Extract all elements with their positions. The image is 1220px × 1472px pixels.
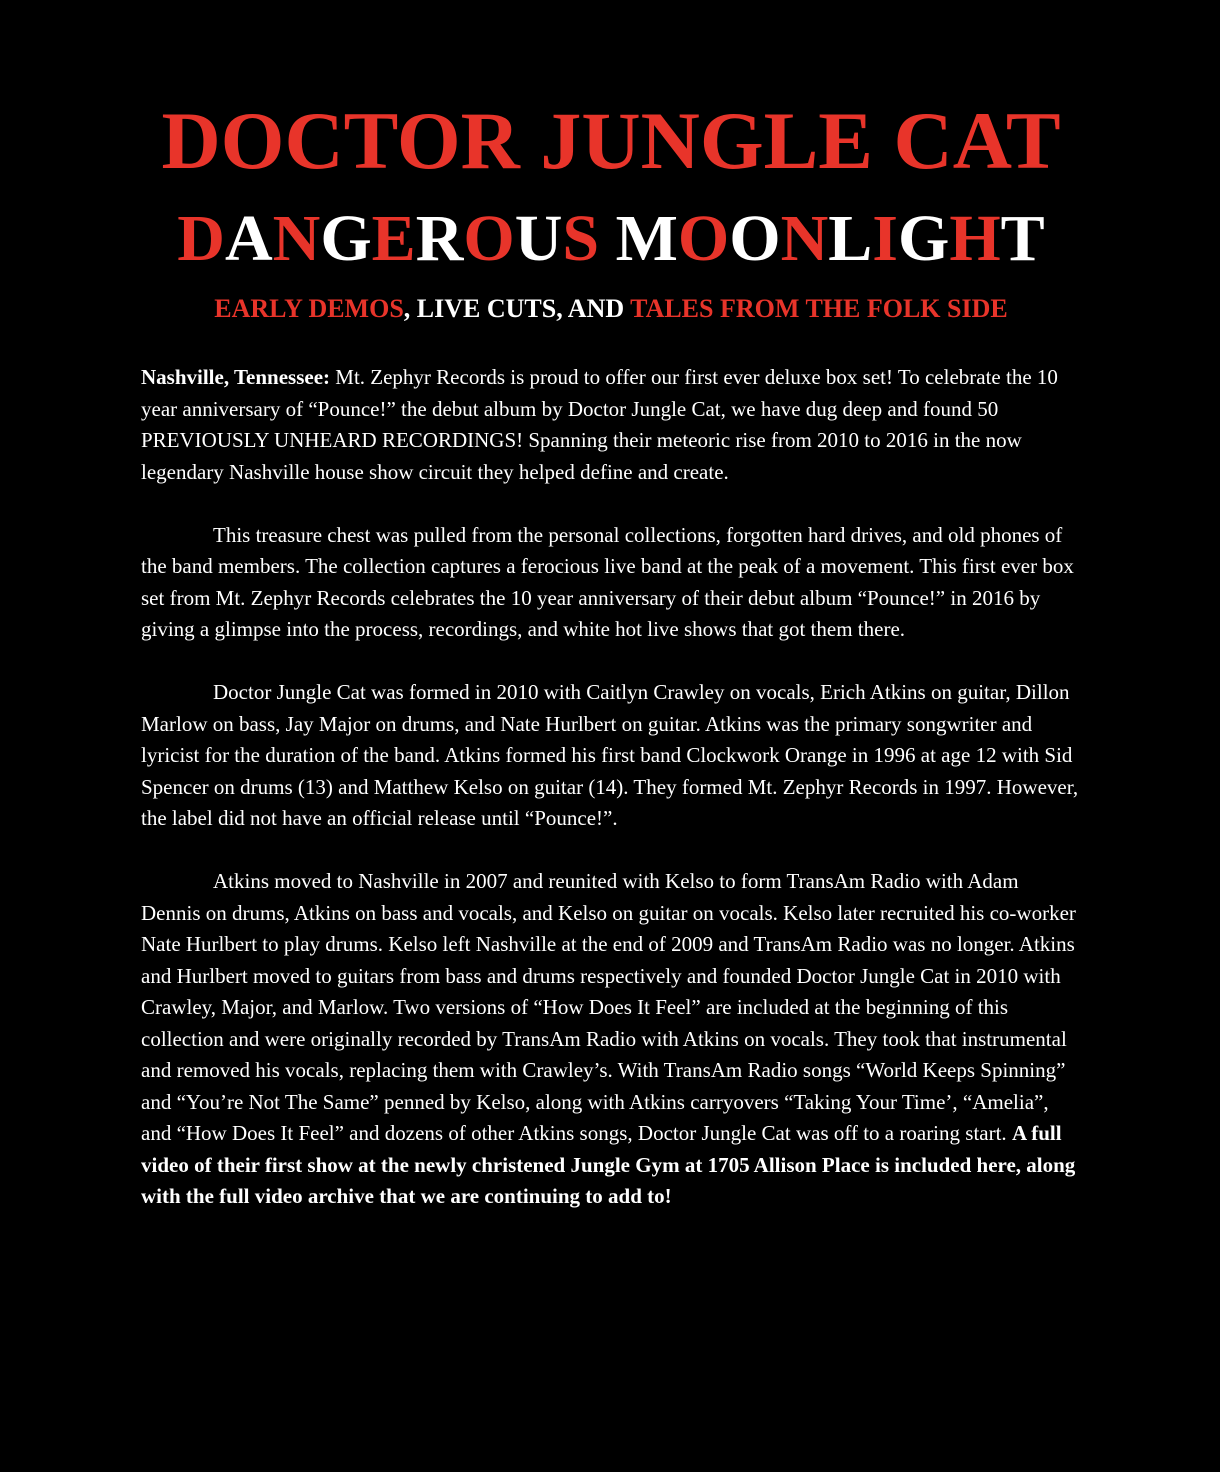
dateline: Nashville, Tennessee: [141, 365, 331, 389]
paragraph-treasure-chest: This treasure chest was pulled from the personal collections, forgotten hard drives, and old phones of the band members. The collection captures a ferocious live band at the peak of a movement. This first ever box set from Mt. Zephyr Records celebrates the 10 year anniversary of their debut album “Pounce!” in 2016 by giving a glimpse into the process, recordings, and white hot live shows that got them there. [141, 522, 1074, 641]
album-title-letter: H [949, 202, 1001, 275]
press-release-body [141, 362, 1081, 1213]
subtitle [141, 296, 1081, 322]
subtitle-early-demos: EARLY DEMOS [214, 294, 404, 323]
album-title-letter: O [677, 202, 730, 275]
album-title-letter: N [780, 202, 829, 275]
album-title-letter: G [897, 202, 950, 275]
album-title-letter: D [177, 202, 225, 275]
album-title-letter: U [514, 202, 563, 275]
paragraph-transam-radio [141, 866, 1081, 1213]
subtitle-folk-side: TALES FROM THE FOLK SIDE [630, 294, 1008, 323]
paragraph-transam-text: Atkins moved to Nashville in 2007 and reunited with Kelso to form TransAm Radio with Adam Dennis on drums, Atkins on bass and vocals, and Kelso on guitar on vocals. Kelso later recruited his co-worker Nate Hurlbert to play drums. Kelso left Nashville at the end of 2009 and TransAm Radio was no longer. Atkins and Hurlbert moved to guitars from bass and drums respectively and founded Doctor Jungle Cat in 2010 with Crawley, Major, and Marlow. Two versions of “How Does It Feel” are included at the beginning of this collection and were originally recorded by TransAm Radio with Atkins on vocals. They took that instrumental and removed his vocals, replacing them with Crawley’s. With TransAm Radio songs “World Keeps Spinning” and “You’re Not The Same” penned by Kelso, along with Atkins carryovers “Taking Your Time’, “Amelia”, and “How Does It Feel” and dozens of other Atkins songs, Doctor Jungle Cat was off to a roaring start. [141, 869, 1076, 1145]
album-title-letter: I [872, 202, 898, 275]
band-title: DOCTOR JUNGLE CAT [161, 95, 1061, 186]
paragraph-intro [141, 362, 1081, 488]
paragraph-intro-text: Mt. Zephyr Records is proud to offer our first ever deluxe box set! To celebrate the 10 year anniversary of “Pounce!” the debut album by Doctor Jungle Cat, we have dug deep and found 50 PREVIOUSLY UNHEARD RECORDINGS! Spanning their meteoric rise from 2010 to 2016 in the now legendary Nashville house show circuit they helped define and create. [141, 365, 1058, 484]
album-title-letter: O [729, 202, 781, 275]
video-announcement: A full video of their first show at the newly christened Jungle Gym at 1705 Allison Place is included here, along with the full video archive that we are continuing to add to! [141, 1121, 1076, 1208]
album-title-letter: M [615, 202, 678, 275]
album-title-letter: N [272, 202, 321, 275]
subtitle-live-cuts: , LIVE CUTS, AND [403, 294, 631, 323]
album-title-letter: S [562, 202, 600, 275]
album-title-letter [599, 202, 616, 275]
album-title-letter: T [1000, 202, 1045, 275]
album-title-letter: R [415, 202, 464, 275]
document-page [141, 95, 1081, 1213]
album-title-letter: L [828, 202, 873, 275]
album-title-letter: G [320, 202, 372, 275]
album-title-letter: A [224, 202, 273, 275]
album-title-letter: E [371, 202, 416, 275]
paragraph-band-history: Doctor Jungle Cat was formed in 2010 with Caitlyn Crawley on vocals, Erich Atkins on guitar, Dillon Marlow on bass, Jay Major on drums, and Nate Hurlbert on guitar. Atkins was the primary songwriter and lyricist for the duration of the band. Atkins formed his first band Clockwork Orange in 1996 at age 12 with Sid Spencer on drums (13) and Matthew Kelso on guitar (14). They formed Mt. Zephyr Records in 1997. However, the label did not have an official release until “Pounce!”. [141, 680, 1079, 830]
album-title-letter: O [463, 202, 515, 275]
album-title [141, 202, 1081, 275]
